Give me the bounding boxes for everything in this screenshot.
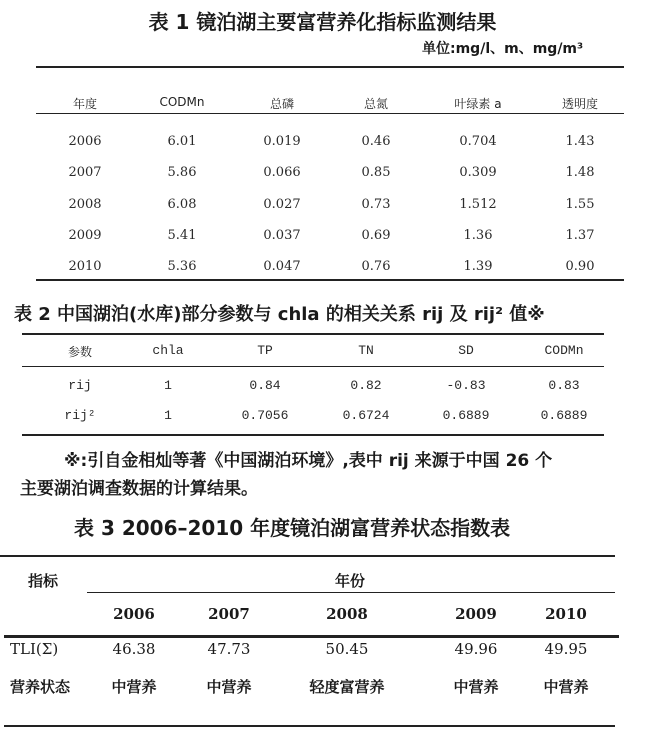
table2-cell: 0.6889: [442, 408, 490, 423]
table3-title: 表 3 2006–2010 年度镜泊湖富营养状态指数表: [74, 516, 511, 540]
table1-cell: 0.066: [263, 165, 301, 180]
table1-cell: 1.512: [459, 197, 497, 212]
table1-cell: 0.027: [263, 197, 301, 212]
table1-cell: 0.309: [459, 165, 497, 180]
table3-cell: 轻度富营养: [309, 678, 385, 696]
table1-bottom-rule: [36, 279, 624, 281]
table1-header-codmn: CODMn: [159, 95, 205, 109]
table1-cell: 0.73: [361, 197, 391, 212]
table1-title: 表 1 镜泊湖主要富营养化指标监测结果: [148, 10, 497, 34]
table1-cell: 2010: [68, 259, 102, 274]
table1-cell: 0.047: [263, 259, 301, 274]
table3-cell: 47.73: [207, 640, 251, 658]
table2-header-codmn: CODMn: [544, 343, 584, 358]
table1-cell: 2008: [68, 197, 102, 212]
table3-cell: 49.96: [454, 640, 498, 658]
table3-header-rule: [4, 635, 619, 638]
table2-bottom-rule: [22, 434, 604, 436]
table3-row-label: 营养状态: [10, 678, 71, 696]
table1-cell: 6.01: [167, 134, 197, 149]
table1-cell: 0.019: [263, 134, 301, 149]
table1-cell: 0.69: [361, 228, 391, 243]
table2-cell: -0.83: [446, 378, 486, 393]
table1-cell: 2006: [68, 134, 102, 149]
table3-cell: 中营养: [453, 678, 499, 696]
table2-header-sd: SD: [458, 343, 474, 358]
table1-cell: 2007: [68, 165, 102, 180]
table2-footnote-line1: ※:引自金相灿等著《中国湖泊环境》,表中 rij 来源于中国 26 个: [64, 451, 553, 471]
table2-cell: 1: [164, 378, 172, 393]
table1-cell: 5.86: [167, 165, 197, 180]
table3-year-2008: 2008: [326, 605, 368, 623]
table1-cell: 0.76: [361, 259, 391, 274]
table2-top-rule: [22, 333, 604, 335]
table1-header-sd: 透明度: [561, 97, 599, 111]
table3-cell: 46.38: [112, 640, 156, 658]
table1-cell: 1.37: [565, 228, 595, 243]
table2-cell: 0.6889: [540, 408, 588, 423]
table1-cell: 1.43: [565, 134, 595, 149]
table1-header-tp: 总磷: [269, 97, 295, 111]
table1-cell: 0.46: [361, 134, 391, 149]
table1-cell: 0.85: [361, 165, 391, 180]
table1-cell: 2009: [68, 228, 102, 243]
table1-cell: 1.39: [463, 259, 493, 274]
table1-cell: 1.36: [463, 228, 493, 243]
table3-year-group-label: 年份: [334, 572, 366, 590]
table3-year-2006: 2006: [113, 605, 155, 623]
table1-cell: 6.08: [167, 197, 197, 212]
table2-cell: rij²: [64, 408, 96, 423]
table1-cell: 0.90: [565, 259, 595, 274]
table1-cell: 0.704: [459, 134, 497, 149]
table3-year-group-rule: [87, 592, 615, 593]
table2-header-rule: [22, 366, 604, 367]
table1-header-year: 年度: [72, 97, 98, 111]
table1-top-rule: [36, 66, 624, 68]
table1-cell: 1.48: [565, 165, 595, 180]
table2-header-chla: chla: [152, 343, 184, 358]
table3-year-2007: 2007: [208, 605, 250, 623]
table1-header-chla: 叶绿素 a: [454, 97, 502, 111]
table3-top-rule: [0, 555, 615, 557]
table3-bottom-rule: [4, 725, 615, 727]
table3-cell: 50.45: [325, 640, 369, 658]
table2-cell: rij: [68, 378, 92, 393]
table1-header-rule: [36, 113, 624, 114]
table2-header-tp: TP: [257, 343, 273, 358]
table3-cell: 中营养: [111, 678, 157, 696]
table2-header-tn: TN: [358, 343, 374, 358]
table1-unit: 单位:mg/l、m、mg/m³: [422, 41, 584, 57]
table3-cell: 49.95: [544, 640, 588, 658]
table2-cell: 0.84: [249, 378, 281, 393]
table1-header-tn: 总氮: [363, 97, 389, 111]
table2-footnote-line2: 主要湖泊调查数据的计算结果。: [20, 479, 258, 499]
table2-cell: 0.83: [548, 378, 580, 393]
table1-cell: 5.36: [167, 259, 197, 274]
table2-header-param: 参数: [67, 345, 93, 359]
table2-title: 表 2 中国湖泊(水库)部分参数与 chla 的相关关系 rij 及 rij² 值※: [14, 304, 545, 325]
table3-year-2009: 2009: [455, 605, 497, 623]
table2-cell: 1: [164, 408, 172, 423]
table3-cell: 中营养: [206, 678, 252, 696]
table1-cell: 0.037: [263, 228, 301, 243]
table1-cell: 1.55: [565, 197, 595, 212]
table3-year-2010: 2010: [545, 605, 587, 623]
table2-cell: 0.7056: [241, 408, 289, 423]
table2-cell: 0.6724: [342, 408, 390, 423]
table2-cell: 0.82: [350, 378, 382, 393]
table3-cell: 中营养: [543, 678, 589, 696]
table3-row-label: TLI(Σ): [10, 640, 59, 658]
table3-indicator-label: 指标: [28, 572, 59, 590]
table1-cell: 5.41: [167, 228, 197, 243]
